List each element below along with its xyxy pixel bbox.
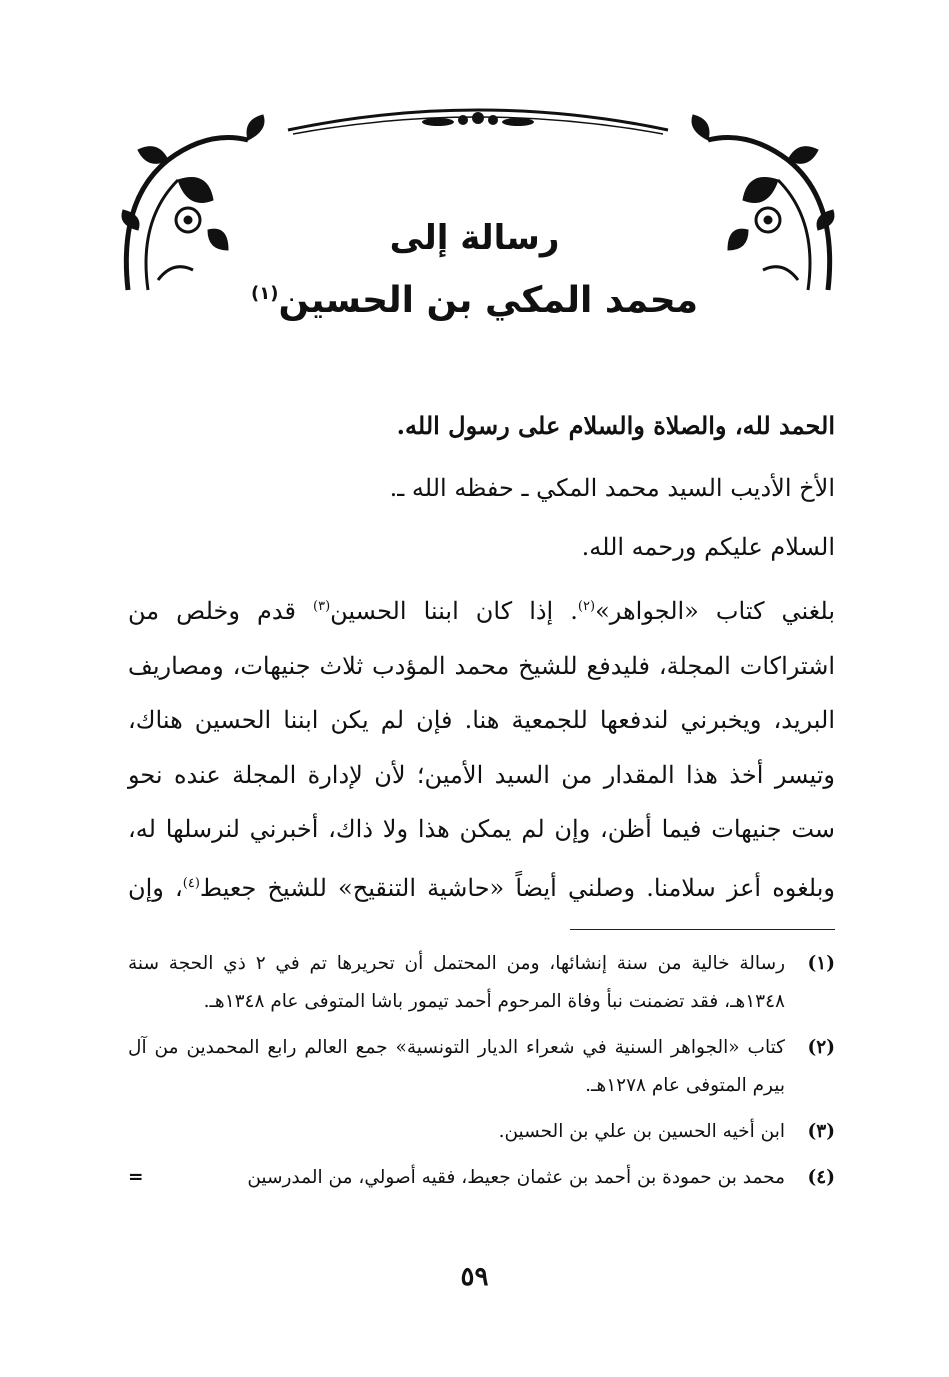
title-line-2 (0, 280, 949, 321)
footnote-continuation-mark: = (128, 1167, 144, 1188)
footnote-number: (١) (807, 953, 835, 974)
footnote-ref-3: (٣) (313, 599, 331, 614)
footnote-4 (128, 1159, 835, 1197)
footnote-number: (٤) (807, 1167, 835, 1188)
footnote-number: (٢) (807, 1037, 835, 1058)
footnote-text: محمد بن حمودة بن أحمد بن عثمان جعيط، فقيه أصولي، من المدرسين (247, 1167, 785, 1188)
title-name: محمد المكي بن الحسين (278, 280, 699, 321)
footnote-2 (128, 1029, 835, 1105)
footnotes (128, 945, 835, 1205)
title-footnote-ref: (١) (250, 283, 279, 304)
paragraph-part-1: بلغني كتاب «الجواهر» (595, 597, 835, 625)
header-ornament-icon (118, 100, 838, 300)
footnote-3 (128, 1113, 835, 1151)
greeting-line-2: الأخ الأديب السيد محمد المكي ـ حفظه الله ـ. (389, 474, 835, 502)
footnote-ref-4: (٤) (182, 875, 200, 891)
title-line-1: رسالة إلى (389, 218, 560, 258)
footnote-separator (570, 929, 835, 930)
greeting-line-1: الحمد لله، والصلاة والسلام على رسول الله. (396, 411, 835, 440)
footnote-text: ابن أخيه الحسين بن علي بن الحسين. (498, 1121, 785, 1142)
footnote-text: رسالة خالية من سنة إنشائها، ومن المحتمل أن تحريرها تم في ٢ ذي الحجة سنة ١٣٤٨هـ، فقد تضمنت نبأ وفاة المرحوم أحمد تيمور باشا المتوفى عام ١٣٤٨هـ. (128, 953, 785, 1012)
paragraph-part-2: . إذا كان ابننا الحسين (330, 597, 578, 625)
main-paragraph (128, 580, 835, 915)
page-number: ٥٩ (460, 1262, 489, 1292)
greeting-line-3: السلام عليكم ورحمه الله. (581, 533, 835, 561)
paragraph-part-4: ، وإن (128, 873, 183, 902)
footnote-number: (٣) (807, 1121, 835, 1142)
footnote-ref-2: (٢) (577, 599, 596, 614)
footnote-text: كتاب «الجواهر السنية في شعراء الديار التونسية» جمع العالم رابع المحمدين من آل بيرم المتوفى عام ١٢٧٨هـ. (128, 1037, 785, 1096)
paragraph-part-3: قدم وخلص من اشتراكات المجلة، فليدفع للشيخ محمد المؤدب ثلاث جنيهات، ومصاريف البريد، ويخبرني لندفعها للجمعية هنا. فإن لم يكن ابننا الحسين هناك، وتيسر أخذ هذا المقدار من السيد الأمين؛ لأن لإدارة المجلة عنده نحو ست جنيهات فيما أظن، وإن لم يمكن هذا ولا ذاك، أخبرني لنرسلها له، وبلغوه أعز سلامنا. وصلني أيضاً «حاشية التنقيح» للشيخ جعيط (128, 597, 835, 902)
footnote-1 (128, 945, 835, 1021)
